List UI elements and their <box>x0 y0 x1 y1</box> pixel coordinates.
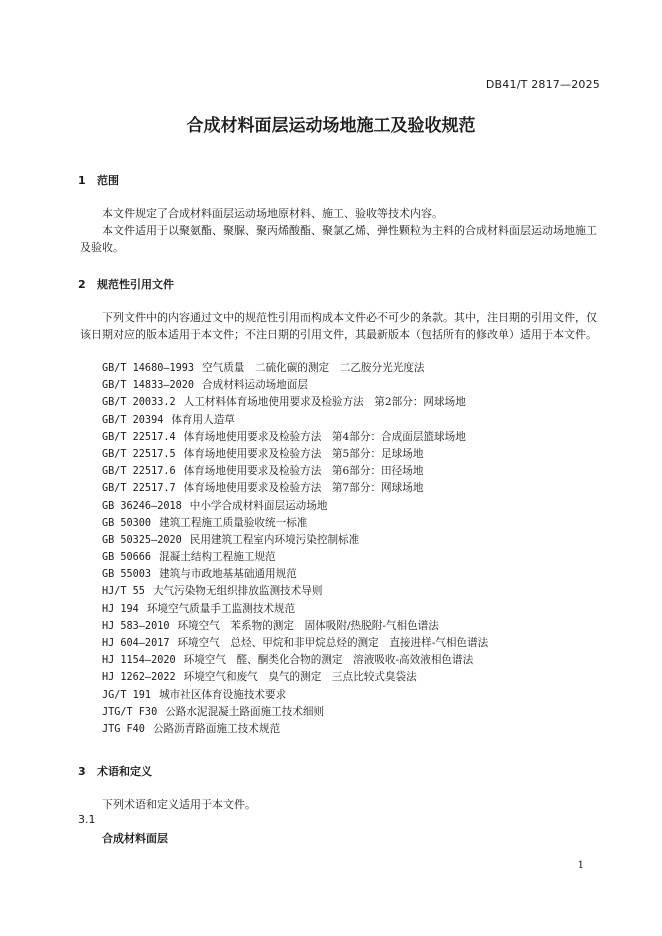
reference-code: GB 50666 <box>102 552 152 564</box>
reference-title: 混凝土结构工程施工规范 <box>159 551 276 564</box>
reference-item <box>102 463 488 480</box>
reference-code: HJ/T 55 <box>102 586 145 598</box>
section-title: 范围 <box>97 174 119 187</box>
reference-code: GB/T 14680—1993 <box>102 363 195 374</box>
references-intro-paragraph: 下列文件中的内容通过文中的规范性引用而构成本文件必不可少的条款。其中，注日期的引用文件，仅该日期对应的版本适用于本文件；不注日期的引用文件，其最新版本（包括所有的修改单）适用于本文件。 <box>80 311 597 341</box>
reference-item <box>102 394 488 411</box>
reference-title: 人工材料体育场地使用要求及检验方法 第2部分：网球场地 <box>183 396 466 409</box>
reference-item <box>102 566 488 583</box>
reference-code: GB 36246—2018 <box>102 500 182 512</box>
reference-item <box>102 360 488 377</box>
reference-title: 体育场地使用要求及检验方法 第7部分：网球场地 <box>183 482 424 495</box>
reference-item <box>102 377 488 394</box>
scope-paragraph-2: 本文件适用于以聚氨酯、聚脲、聚丙烯酸酯、聚氯乙烯、弹性颗粒为主料的合成材料面层运动场地施工及验收。 <box>80 224 597 254</box>
reference-code: JTG F40 <box>102 723 145 735</box>
reference-title: 建筑与市政地基基础通用规范 <box>159 568 297 581</box>
reference-code: GB 55003 <box>102 569 152 581</box>
reference-item <box>102 721 488 738</box>
section-number: 3 <box>78 765 86 778</box>
reference-code: JTG/T F30 <box>102 706 158 718</box>
reference-title: 体育用人造草 <box>171 413 235 426</box>
reference-code: GB/T 20394 <box>102 414 164 426</box>
reference-code: GB 50325—2020 <box>102 534 182 546</box>
reference-code: GB/T 22517.5 <box>102 448 176 460</box>
reference-list <box>102 360 488 738</box>
reference-title: 公路水泥混凝土路面施工技术细则 <box>165 705 325 718</box>
reference-item <box>102 446 488 463</box>
reference-code: JG/T 191 <box>102 689 152 701</box>
reference-code: GB/T 20033.2 <box>102 397 176 409</box>
reference-title: 城市社区体育设施技术要求 <box>159 688 287 701</box>
section-heading-terms-definitions <box>78 763 152 779</box>
reference-item <box>102 652 488 669</box>
section-number: 1 <box>78 174 86 187</box>
reference-title: 建筑工程施工质量验收统一标准 <box>159 516 308 529</box>
section-number: 2 <box>78 278 86 291</box>
reference-item <box>102 515 488 532</box>
reference-title: 空气质量 二硫化碳的测定 二乙胺分光光度法 <box>202 362 425 374</box>
reference-code: HJ 1154—2020 <box>102 655 176 667</box>
reference-item <box>102 704 488 721</box>
reference-item <box>102 532 488 549</box>
reference-code: HJ 194 <box>102 603 139 615</box>
reference-item <box>102 601 488 618</box>
reference-title: 体育场地使用要求及检验方法 第5部分：足球场地 <box>183 447 424 460</box>
section-title: 术语和定义 <box>97 765 152 778</box>
document-title: 合成材料面层运动场地施工及验收规范 <box>186 116 476 136</box>
reference-code: GB/T 22517.4 <box>102 431 176 443</box>
reference-title: 环境空气 醛、酮类化合物的测定 溶液吸收-高效液相色谱法 <box>183 654 474 667</box>
reference-item <box>102 429 488 446</box>
reference-title: 合成材料运动场地面层 <box>202 379 308 392</box>
reference-code: GB/T 22517.7 <box>102 483 176 495</box>
section-title: 规范性引用文件 <box>97 278 174 291</box>
reference-title: 公路沥青路面施工技术规范 <box>152 722 281 735</box>
reference-title: 环境空气 总烃、甲烷和非甲烷总烃的测定 直接进样-气相色谱法 <box>177 637 489 649</box>
reference-code: GB/T 22517.6 <box>102 466 176 478</box>
page-number: 1 <box>577 860 584 871</box>
terms-intro-paragraph: 下列术语和定义适用于本文件。 <box>102 798 256 811</box>
reference-item <box>102 687 488 704</box>
reference-item <box>102 412 488 429</box>
section-heading-scope <box>78 172 119 188</box>
reference-item <box>102 549 488 566</box>
reference-title: 环境空气质量手工监测技术规范 <box>146 602 296 615</box>
reference-title: 体育场地使用要求及检验方法 第6部分：田径场地 <box>183 465 424 478</box>
reference-item <box>102 498 488 515</box>
reference-item <box>102 618 488 635</box>
reference-code: HJ 604—2017 <box>102 638 170 649</box>
reference-item <box>102 635 488 652</box>
reference-title: 民用建筑工程室内环境污染控制标准 <box>189 533 360 546</box>
reference-title: 环境空气和废气 臭气的测定 三点比较式臭袋法 <box>183 671 417 684</box>
scope-paragraph-1: 本文件规定了合成材料面层运动场地原材料、施工、验收等技术内容。 <box>102 207 443 220</box>
reference-code: HJ 1262—2022 <box>102 672 176 684</box>
reference-title: 环境空气 苯系物的测定 固体吸附/热脱附-气相色谱法 <box>177 619 439 632</box>
document-code: DB41/T 2817—2025 <box>485 78 600 91</box>
clause-number: 3.1 <box>78 813 96 826</box>
section-heading-normative-references <box>78 276 174 292</box>
term-name: 合成材料面层 <box>102 832 168 845</box>
reference-code: GB/T 14833—2020 <box>102 380 195 392</box>
reference-title: 体育场地使用要求及检验方法 第4部分：合成面层篮球场地 <box>183 430 466 443</box>
reference-title: 中小学合成材料面层运动场地 <box>189 499 328 512</box>
reference-item <box>102 480 488 497</box>
reference-title: 大气污染物无组织排放监测技术导则 <box>152 585 323 598</box>
reference-code: GB 50300 <box>102 517 152 529</box>
reference-code: HJ 583—2010 <box>102 620 170 632</box>
reference-item <box>102 669 488 686</box>
reference-item <box>102 583 488 600</box>
